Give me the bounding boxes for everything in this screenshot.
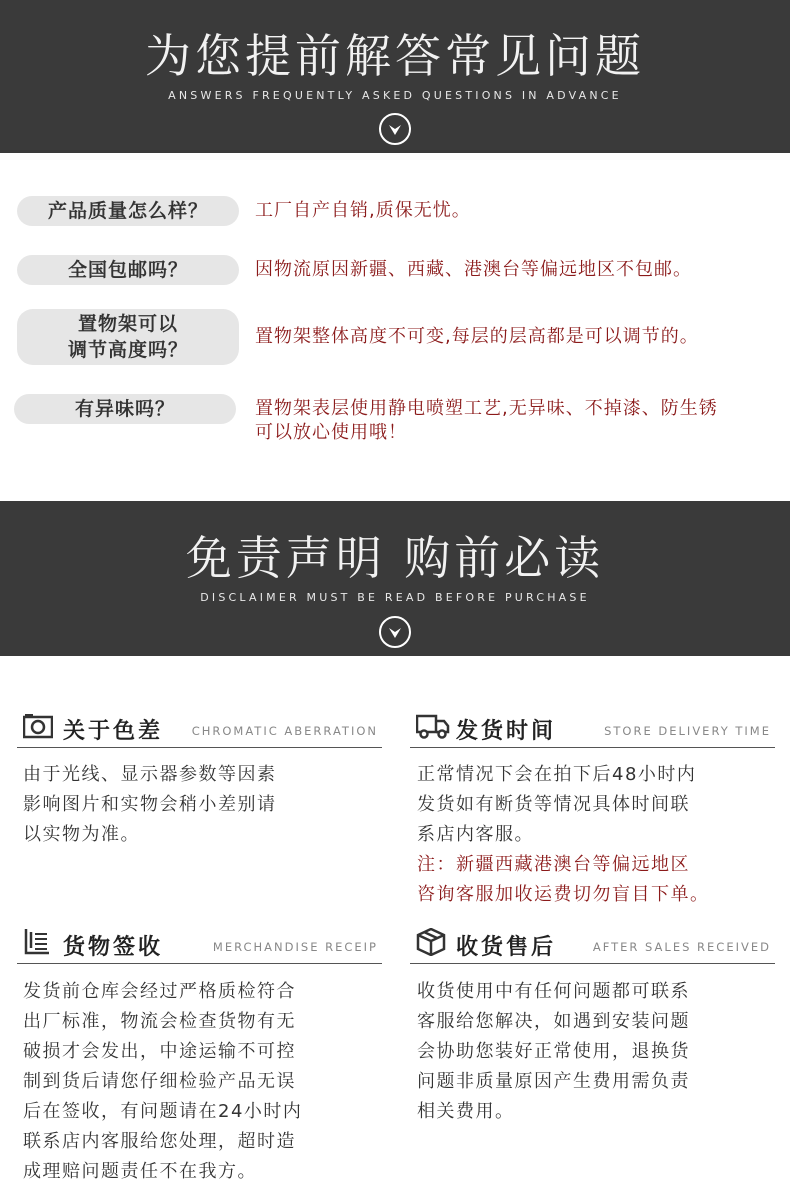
section-delivery-note: 咨询客服加收运费切勿盲目下单。 <box>417 884 710 905</box>
section-header-color <box>17 712 382 748</box>
section-body-color <box>23 760 277 850</box>
faq-question-height-line2: 调节高度吗？ <box>67 339 188 361</box>
section-aftersales-line: 问题非质量原因产生费用需负责 <box>417 1071 690 1092</box>
section-header-delivery <box>410 712 775 748</box>
section-aftersales-line: 相关费用。 <box>417 1101 515 1122</box>
document-icon <box>23 928 53 956</box>
section-delivery-note: 注：新疆西藏港澳台等偏远地区 <box>417 854 690 875</box>
disclaimer-banner-subtitle: DISCLAIMER MUST BE READ BEFORE PURCHASE <box>200 591 590 604</box>
section-receipt-line: 破损才会发出，中途运输不可控 <box>23 1041 296 1062</box>
section-delivery-line: 正常情况下会在拍下后48小时内 <box>417 764 697 785</box>
section-receipt-line: 出厂标准，物流会检查货物有无 <box>23 1011 296 1032</box>
camera-icon <box>23 712 53 740</box>
faq-banner-subtitle: ANSWERS FREQUENTLY ASKED QUESTIONS IN ADVANCE <box>168 89 622 102</box>
section-header-receipt <box>17 928 382 964</box>
disclaimer-banner-title: 免责声明 购前必读 <box>185 531 605 585</box>
faq-question-quality: 产品质量怎么样？ <box>17 196 239 226</box>
section-aftersales-line: 会协助您装好正常使用，退换货 <box>417 1041 690 1062</box>
section-title-delivery: 发货时间 <box>456 719 557 744</box>
section-body-receipt <box>23 977 302 1187</box>
section-color-line: 由于光线、显示器参数等因素 <box>23 764 277 785</box>
section-aftersales-line: 客服给您解决，如遇到安装问题 <box>417 1011 690 1032</box>
section-receipt-line: 成理赔问题责任不在我方。 <box>23 1161 257 1182</box>
faq-question-height <box>17 309 239 365</box>
section-en-aftersales: AFTER SALES RECEIVED <box>592 940 771 954</box>
section-receipt-line: 发货前仓库会经过严格质检符合 <box>23 981 296 1002</box>
faq-answer-quality: 工厂自产自销,质保无忧。 <box>255 200 471 221</box>
section-title-aftersales: 收货售后 <box>456 935 557 960</box>
section-receipt-line: 后在签收，有问题请在24小时内 <box>23 1101 303 1122</box>
section-en-receipt: MERCHANDISE RECEIP <box>212 940 378 954</box>
chevron-down-icon <box>379 616 411 648</box>
section-receipt-line: 联系店内客服给您处理，超时造 <box>23 1131 296 1152</box>
faq-banner <box>0 0 790 153</box>
section-header-aftersales <box>410 928 775 964</box>
section-delivery-line: 系店内客服。 <box>417 824 534 845</box>
truck-icon <box>416 712 446 740</box>
faq-answer-odor-line2: 可以放心使用哦！ <box>255 422 407 443</box>
chevron-down-icon <box>379 113 411 145</box>
disclaimer-banner <box>0 501 790 656</box>
faq-question-odor: 有异味吗？ <box>14 394 236 424</box>
section-aftersales-line: 收货使用中有任何问题都可联系 <box>417 981 690 1002</box>
section-receipt-line: 制到货后请您仔细检验产品无误 <box>23 1071 296 1092</box>
faq-answer-odor-line1: 置物架表层使用静电喷塑工艺,无异味、不掉漆、防生锈 <box>255 398 718 419</box>
section-title-receipt: 货物签收 <box>63 935 164 960</box>
section-delivery-line: 发货如有断货等情况具体时间联 <box>417 794 690 815</box>
faq-question-shipping: 全国包邮吗？ <box>17 255 239 285</box>
section-body-delivery <box>417 760 710 910</box>
section-en-delivery: STORE DELIVERY TIME <box>604 724 771 738</box>
section-color-line: 以实物为准。 <box>23 824 140 845</box>
section-title-color: 关于色差 <box>63 719 164 744</box>
faq-answer-height: 置物架整体高度不可变,每层的层高都是可以调节的。 <box>255 326 699 347</box>
section-body-aftersales <box>417 977 690 1127</box>
section-en-color: CHROMATIC ABERRATION <box>191 724 378 738</box>
faq-question-height-line1: 置物架可以 <box>77 313 178 335</box>
faq-answer-shipping: 因物流原因新疆、西藏、港澳台等偏远地区不包邮。 <box>255 259 692 280</box>
section-color-line: 影响图片和实物会稍小差别请 <box>23 794 277 815</box>
faq-answer-odor <box>255 397 718 445</box>
faq-banner-title: 为您提前解答常见问题 <box>145 29 645 83</box>
box-icon <box>416 928 446 956</box>
